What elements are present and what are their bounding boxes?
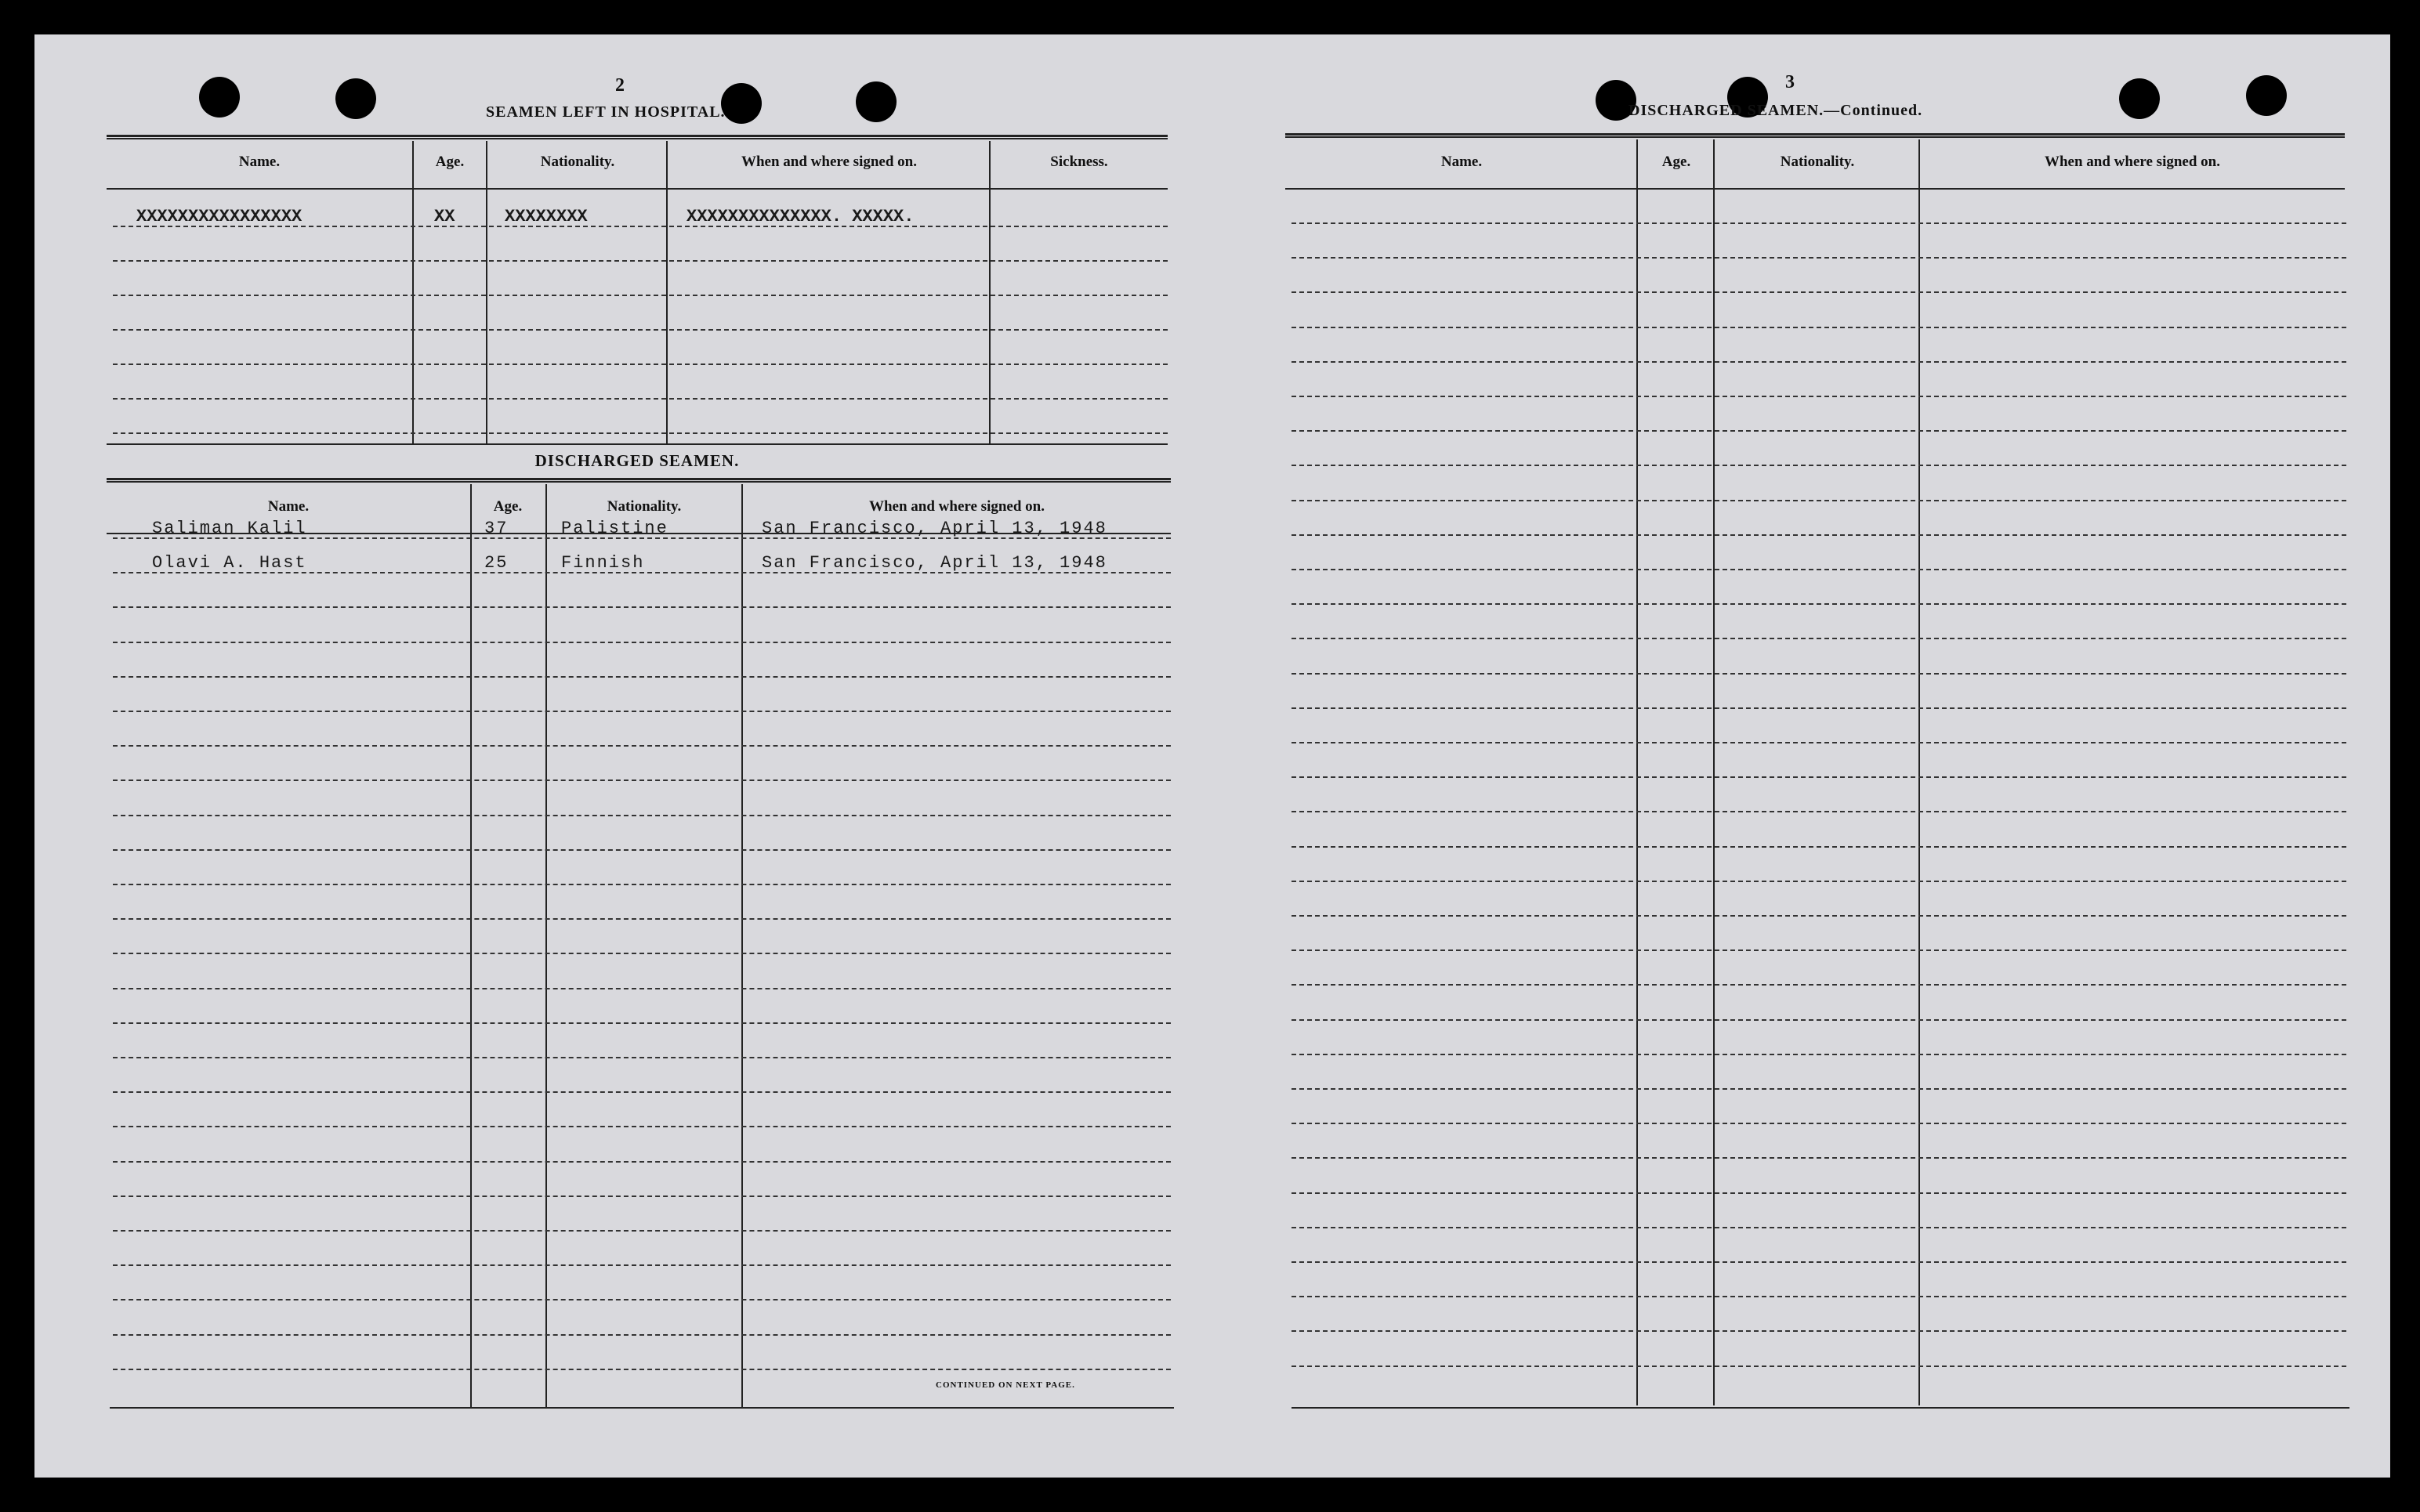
form-row-line: [1292, 257, 2346, 259]
right-col-divider: [1713, 139, 1715, 1405]
form-row-line: [1292, 1088, 2346, 1090]
hospital-section-title: SEAMEN LEFT IN HOSPITAL.: [486, 103, 726, 121]
page-number-right: 3: [1785, 72, 1795, 92]
discharged-col-divider: [741, 484, 743, 1407]
right-col-divider: [1918, 139, 1920, 1405]
form-row-line: [1292, 776, 2346, 778]
form-row-line: [1292, 846, 2346, 848]
form-row-line: [113, 849, 1171, 851]
punch-hole: [2246, 75, 2287, 116]
discharged-col-name: Name.: [267, 498, 310, 515]
discharged-row-2-name: Olavi A. Hast: [152, 553, 307, 573]
form-row-line: [1292, 1192, 2346, 1194]
form-row-line: [1292, 430, 2346, 432]
hospital-row-line: [113, 364, 1168, 365]
discharged-row-1-name: Saliman Kalil: [152, 519, 307, 538]
form-row-line: [1292, 638, 2346, 639]
discharged-col-divider: [545, 484, 547, 1407]
hospital-entry-signed-on: XXXXXXXXXXXXXX. XXXXX.: [687, 207, 915, 226]
continued-note: CONTINUED ON NEXT PAGE.: [936, 1380, 1075, 1390]
hospital-row-line: [113, 432, 1168, 434]
form-row-line: [113, 1230, 1171, 1232]
form-row-line: [1292, 465, 2346, 466]
right-col-signed-on: When and where signed on.: [2044, 154, 2220, 170]
form-row-line: [113, 1369, 1171, 1370]
hospital-row-line: [113, 260, 1168, 262]
punch-hole: [2119, 78, 2160, 119]
form-row-line: [1292, 950, 2346, 951]
hospital-col-nationality: Nationality.: [540, 154, 615, 170]
form-row-line: [1292, 1366, 2346, 1367]
discharged-row-2-nationality: Finnish: [561, 553, 645, 573]
discharged-table-top-rule: [107, 478, 1171, 483]
form-row-line: [1292, 396, 2346, 397]
discharged-col-divider: [470, 484, 472, 1407]
form-row-line: [113, 1022, 1171, 1024]
form-row-line: [1292, 327, 2346, 328]
form-row-line: [113, 1057, 1171, 1058]
right-table-top-rule: [1285, 133, 2345, 138]
form-row-line: [113, 642, 1171, 643]
form-row-line: [1292, 811, 2346, 812]
right-col-nationality: Nationality.: [1780, 154, 1855, 170]
right-col-age: Age.: [1661, 154, 1691, 170]
discharged-section-title: DISCHARGED SEAMEN.: [534, 451, 740, 470]
hospital-row-line: [113, 398, 1168, 400]
discharged-col-signed-on: When and where signed on.: [868, 498, 1045, 515]
discharged-col-nationality: Nationality.: [607, 498, 682, 515]
form-row-line: [1292, 673, 2346, 675]
form-row-line: [1292, 361, 2346, 363]
discharged-row-2-age: 25: [484, 553, 509, 573]
form-row-line: [113, 1161, 1171, 1163]
form-row-line: [113, 953, 1171, 954]
form-row-line: [1292, 1019, 2346, 1021]
form-row-line: [1292, 915, 2346, 917]
hospital-entry-name: XXXXXXXXXXXXXXXX: [136, 207, 302, 226]
hospital-col-name: Name.: [238, 154, 281, 170]
form-row-line: [113, 780, 1171, 781]
form-row-line: [113, 1126, 1171, 1127]
hospital-entry-nationality: XXXXXXXX: [505, 207, 588, 226]
discharged-row-1-signed-on: San Francisco, April 13, 1948: [762, 519, 1107, 538]
hospital-table-bottom-rule: [107, 443, 1168, 445]
hospital-col-age: Age.: [435, 154, 465, 170]
right-col-divider: [1636, 139, 1638, 1405]
right-col-name: Name.: [1440, 154, 1483, 170]
form-row-line: [113, 815, 1171, 816]
punch-hole: [856, 81, 897, 122]
form-row-line: [113, 676, 1171, 678]
page-number-left: 2: [615, 75, 625, 96]
form-row-line: [1292, 500, 2346, 501]
form-row-line: [113, 1264, 1171, 1266]
punch-hole: [335, 78, 376, 119]
form-row-line: [1292, 707, 2346, 709]
form-row-line: [1292, 742, 2346, 743]
form-sheet: [34, 34, 2390, 1478]
form-row-line: [1292, 569, 2346, 570]
hospital-header-rule: [107, 188, 1168, 190]
hospital-entry-age: XX: [434, 207, 455, 226]
form-row-line: [1292, 534, 2346, 536]
hospital-col-signed-on: When and where signed on.: [741, 154, 917, 170]
hospital-table-top-rule: [107, 135, 1168, 139]
discharged-row-1-nationality: Palistine: [561, 519, 668, 538]
form-row-line: [1292, 1330, 2346, 1332]
discharged-continued-title: DISCHARGED SEAMEN.—Continued.: [1628, 102, 1923, 119]
discharged-col-age: Age.: [493, 498, 523, 515]
punch-hole: [721, 83, 762, 124]
form-row-line: [1292, 291, 2346, 293]
form-row-line: [1292, 881, 2346, 882]
form-row-line: [1292, 1157, 2346, 1159]
hospital-col-sickness: Sickness.: [1050, 154, 1108, 170]
form-row-line: [113, 918, 1171, 920]
form-row-line: [113, 1195, 1171, 1197]
form-row-line: [113, 1091, 1171, 1093]
form-row-line: [113, 884, 1171, 885]
form-row-line: [113, 745, 1171, 747]
discharged-row-2-signed-on: San Francisco, April 13, 1948: [762, 553, 1107, 573]
hospital-row-line: [113, 329, 1168, 331]
form-row-line: [1292, 222, 2346, 224]
form-row-line: [113, 1299, 1171, 1300]
form-row-line: [1292, 984, 2346, 986]
discharged-row-1-age: 37: [484, 519, 509, 538]
form-row-line: [1292, 1227, 2346, 1228]
form-row-line: [113, 988, 1171, 989]
right-table-bottom-rule: [1292, 1407, 2349, 1409]
form-row-line: [1292, 603, 2346, 605]
form-row-line: [113, 711, 1171, 712]
hospital-row-line: [113, 295, 1168, 296]
right-header-rule: [1285, 188, 2345, 190]
form-row-line: [1292, 1296, 2346, 1297]
form-row-line: [113, 1334, 1171, 1336]
discharged-table-bottom-rule: [110, 1407, 1174, 1409]
form-row-line: [1292, 1261, 2346, 1263]
punch-hole: [199, 77, 240, 118]
form-row-line: [1292, 1054, 2346, 1055]
form-row-line: [113, 606, 1171, 608]
form-row-line: [1292, 1123, 2346, 1124]
